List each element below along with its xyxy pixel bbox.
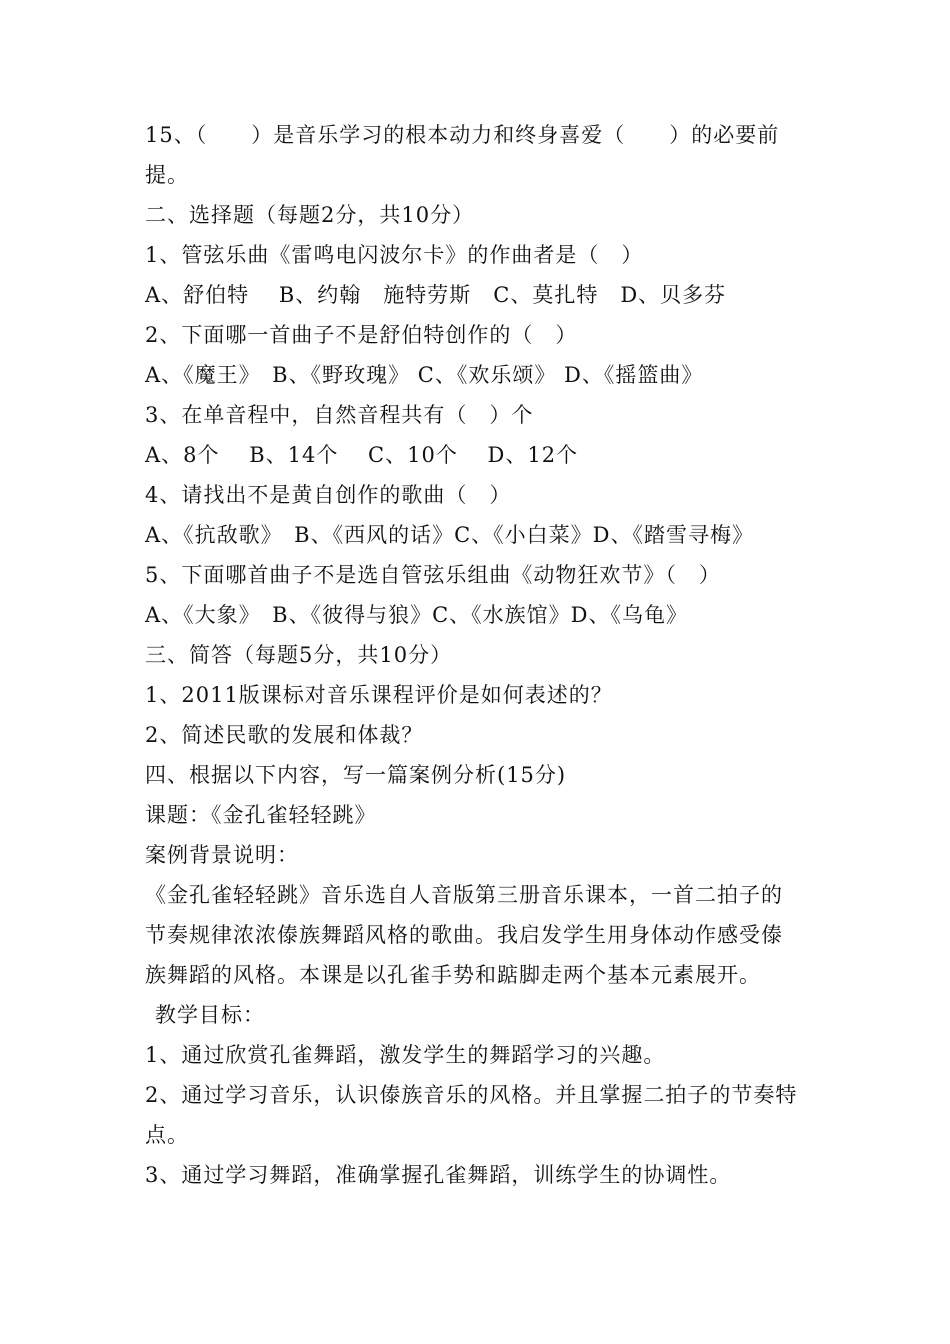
short-answer-question-1: 1、2011版课标对音乐课程评价是如何表述的？ xyxy=(145,683,613,707)
question-15-line-1: 15、（ ）是音乐学习的根本动力和终身喜爱（ ）的必要前 xyxy=(145,123,780,147)
choice-question-1-options: A、舒伯特 B、约翰 施特劳斯 C、莫扎特 D、贝多芬 xyxy=(145,283,727,307)
document-body xyxy=(145,115,815,1195)
teaching-goal-3: 3、通过学习舞蹈，准确掌握孔雀舞蹈，训练学生的协调性。 xyxy=(145,1163,732,1187)
case-background-heading: 案例背景说明： xyxy=(145,843,299,867)
choice-question-5-options: A、《大象》 B、《彼得与狼》C、《水族馆》D、《乌龟》 xyxy=(145,603,689,627)
teaching-goals-heading: 教学目标： xyxy=(155,1003,265,1027)
choice-question-4-options: A、《抗敌歌》 B、《西风的话》C、《小白菜》D、《踏雪寻梅》 xyxy=(145,523,754,547)
teaching-goal-2-line-2: 点。 xyxy=(145,1123,189,1147)
choice-question-1: 1、管弦乐曲《雷鸣电闪波尔卡》的作曲者是（ ） xyxy=(145,243,644,267)
section-heading-case-analysis: 四、根据以下内容，写一篇案例分析(15分) xyxy=(145,763,567,787)
choice-question-4: 4、请找出不是黄自创作的歌曲（ ） xyxy=(145,483,512,507)
choice-question-3-options: A、8个 B、14个 C、10个 D、12个 xyxy=(145,443,579,467)
section-heading-short-answer: 三、简答（每题5分，共10分） xyxy=(145,643,453,667)
choice-question-3: 3、在单音程中，自然音程共有（ ）个 xyxy=(145,403,534,427)
case-background-line-3: 族舞蹈的风格。本课是以孔雀手势和踮脚走两个基本元素展开。 xyxy=(145,963,761,987)
short-answer-question-2: 2、简述民歌的发展和体裁？ xyxy=(145,723,424,747)
case-background-line-2: 节奏规律浓浓傣族舞蹈风格的歌曲。我启发学生用身体动作感受傣 xyxy=(145,923,783,947)
choice-question-5: 5、下面哪首曲子不是选自管弦乐组曲《动物狂欢节》（ ） xyxy=(145,563,721,587)
section-heading-multiple-choice: 二、选择题（每题2分，共10分） xyxy=(145,203,475,227)
choice-question-2-options: A、《魔王》 B、《野玫瑰》 C、《欢乐颂》 D、《摇篮曲》 xyxy=(145,363,704,387)
case-background-line-1: 《金孔雀轻轻跳》音乐选自人音版第三册音乐课本，一首二拍子的 xyxy=(145,883,783,907)
choice-question-2: 2、下面哪一首曲子不是舒伯特创作的（ ） xyxy=(145,323,578,347)
teaching-goal-1: 1、通过欣赏孔雀舞蹈，激发学生的舞蹈学习的兴趣。 xyxy=(145,1043,666,1067)
question-15-line-2: 提。 xyxy=(145,163,189,187)
teaching-goal-2-line-1: 2、通过学习音乐，认识傣族音乐的风格。并且掌握二拍子的节奏特 xyxy=(145,1083,798,1107)
lesson-title: 课题：《金孔雀轻轻跳》 xyxy=(145,803,377,827)
